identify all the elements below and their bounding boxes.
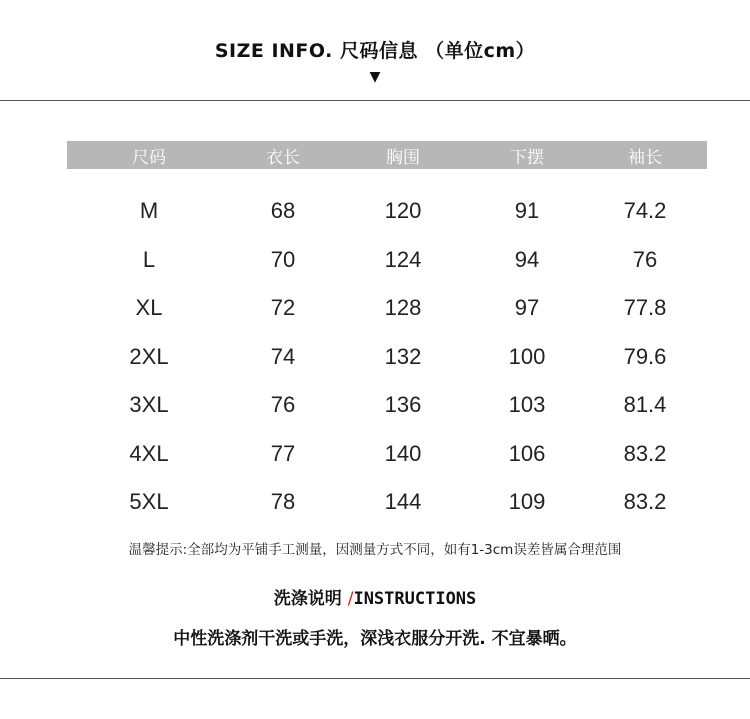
washing-title-en: INSTRUCTIONS [353,589,477,609]
washing-title [0,584,750,609]
cell-length: 74 [270,343,296,369]
cell-hem: 106 [508,440,546,466]
measurement-note: 温馨提示:全部均为平铺手工测量，因测量方式不同，如有1-3cm误差皆属合理范围 [128,542,622,558]
cell-size: L [142,246,156,272]
cell-sleeve: 81.4 [623,392,667,418]
cell-length: 68 [270,198,296,224]
table-row [67,333,707,382]
cell-sleeve: 79.6 [623,343,667,369]
cell-size: 3XL [129,392,169,418]
cell-length: 77 [270,440,296,466]
cell-hem: 94 [514,246,540,272]
table-row [67,284,707,333]
table-body [67,187,707,527]
cell-hem: 109 [508,489,546,515]
top-divider [0,100,750,101]
cell-chest: 124 [384,246,422,272]
cell-length: 72 [270,295,296,321]
washing-title-slash: / [347,589,354,609]
size-table [67,141,707,527]
header-hem: 下摆 [510,147,544,168]
cell-size: 4XL [129,440,169,466]
header-length: 衣长 [266,147,300,168]
table-header [67,141,707,169]
cell-sleeve: 77.8 [623,295,667,321]
cell-length: 70 [270,246,296,272]
washing-text: 中性洗涤剂干洗或手洗，深浅衣服分开洗. 不宜暴晒。 [173,629,577,649]
header-size: 尺码 [132,147,166,168]
bottom-divider [0,678,750,679]
cell-size: M [139,198,159,224]
header-sleeve: 袖长 [628,147,662,168]
cell-chest: 144 [384,489,422,515]
table-row [67,381,707,430]
cell-hem: 91 [514,198,540,224]
down-arrow-icon: ▼ [369,69,381,85]
cell-length: 78 [270,489,296,515]
cell-chest: 128 [384,295,422,321]
cell-length: 76 [270,392,296,418]
header-chest: 胸围 [386,147,420,168]
cell-size: 2XL [129,343,169,369]
cell-size: 5XL [129,489,169,515]
cell-hem: 103 [508,392,546,418]
table-row [67,187,707,236]
table-row [67,478,707,527]
table-row [67,236,707,285]
cell-hem: 100 [508,343,546,369]
cell-chest: 136 [384,392,422,418]
washing-title-cn: 洗涤说明 [273,589,342,609]
cell-sleeve: 83.2 [623,489,667,515]
cell-chest: 140 [384,440,422,466]
cell-size: XL [135,295,163,321]
cell-sleeve: 74.2 [623,198,667,224]
page-title: SIZE INFO. 尺码信息 （单位cm） [214,40,536,62]
table-row [67,430,707,479]
cell-hem: 97 [514,295,540,321]
cell-sleeve: 76 [632,246,658,272]
cell-chest: 132 [384,343,422,369]
cell-chest: 120 [384,198,422,224]
cell-sleeve: 83.2 [623,440,667,466]
